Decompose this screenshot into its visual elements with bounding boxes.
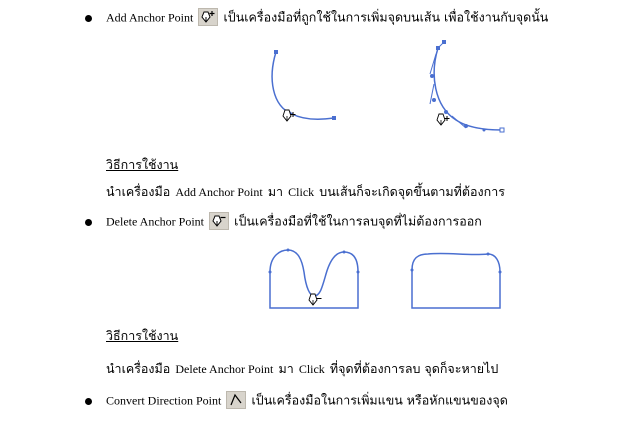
tool-name: Add Anchor Point [106,10,194,25]
pen-cursor-icon [437,114,450,125]
item-convert-direction-point [106,391,508,409]
figure-add-anchor-before [262,48,342,130]
bullet [85,15,92,22]
tool-description: เป็นเครื่องมือที่ใช้ในการลบจุดที่ไม่ต้องการออก [234,213,482,229]
bullet [85,219,92,226]
figure-delete-anchor-before [266,248,362,314]
item-add-anchor-point [106,8,548,26]
delete-anchor-point-icon [209,212,229,230]
usage-heading: วิธีการใช้งาน [106,157,179,172]
tool-description: เป็นเครื่องมือในการเพิ่มแขน หรือหักแขนของจุด [251,392,508,408]
usage-instruction: นำเครื่องมือ Add Anchor Point มา Click บนเส้นก็จะเกิดจุดขึ้นตามที่ต้องการ [106,184,505,199]
usage-instruction: นำเครื่องมือ Delete Anchor Point มา Click ที่จุดที่ต้องการลบ จุดก็จะหายไป [106,361,499,376]
bullet [85,398,92,405]
figure-delete-anchor-after [408,250,504,314]
tool-name: Delete Anchor Point [106,214,204,229]
pen-cursor-icon [309,294,322,305]
usage-heading: วิธีการใช้งาน [106,328,179,343]
add-anchor-point-icon [198,8,218,26]
tool-description: เป็นเครื่องมือที่ถูกใช้ในการเพิ่มจุดบนเส้น เพื่อใช้งานกับจุดนั้น [223,9,549,25]
convert-direction-point-icon [226,391,246,409]
figure-add-anchor-after [422,44,506,136]
item-delete-anchor-point [106,212,482,230]
tool-name: Convert Direction Point [106,393,222,408]
